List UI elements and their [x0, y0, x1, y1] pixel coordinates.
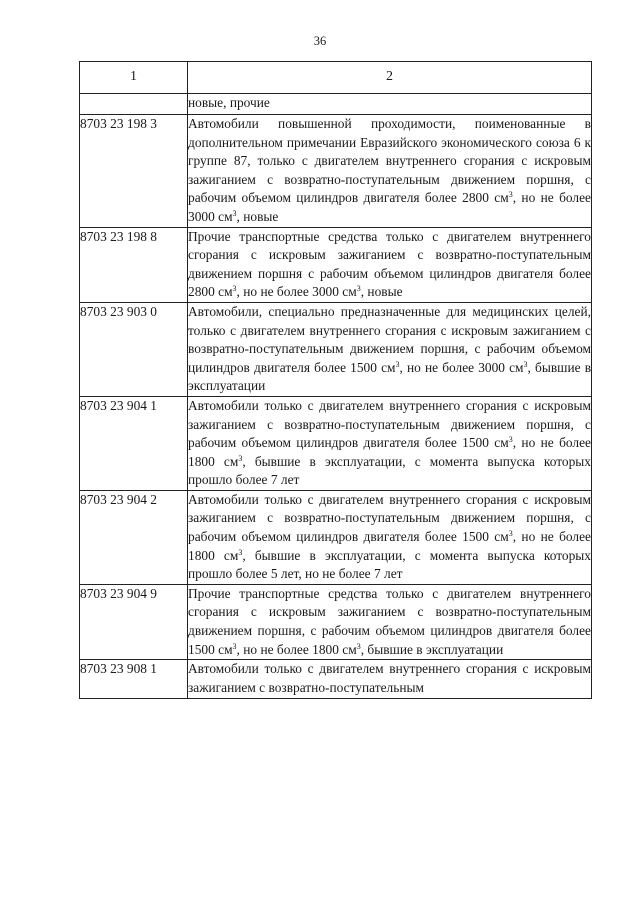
item-description: [188, 490, 592, 584]
superscript-3: 3: [232, 208, 237, 218]
superscript-3: 3: [508, 529, 513, 539]
description-text: , но не более 1800 см: [188, 435, 591, 469]
description-text: , но не более 1800 см: [188, 529, 591, 563]
table-row: [80, 227, 592, 302]
description-text: , но не более 1800 см: [236, 641, 357, 657]
superscript-3: 3: [232, 641, 237, 651]
description-text: , бывшие в эксплуатации: [188, 359, 592, 394]
description-text: , но не более 3000 см: [188, 190, 591, 224]
table-row: [80, 396, 592, 490]
superscript-3: 3: [508, 190, 513, 200]
continuation-text: новые, прочие: [188, 94, 592, 115]
superscript-3: 3: [508, 435, 513, 445]
description-text: Автомобили, специально предназначенные для медицинских целей, только с двигателем внутреннего сгорания с искровым зажиганием с возвратно-поступательным движением поршня, с рабочим объемом цилиндров двигателя более 1500 см: [188, 303, 591, 375]
tn-ved-code: 8703 23 908 1: [80, 660, 188, 699]
description-text: Прочие транспортные средства только с двигателем внутреннего сгорания с искровым зажиганием с возвратно-поступательным движением поршня, с рабочим объемом цилиндров двигателя более 1500 см: [188, 585, 591, 657]
item-description: [188, 660, 592, 699]
description-text: , но не более 3000 см: [236, 284, 357, 300]
item-description: [188, 396, 592, 490]
continuation-row: [80, 94, 592, 115]
description-text: Автомобили только с двигателем внутреннего сгорания с искровым зажиганием с возвратно-поступательным движением поршня, с рабочим объемом цилиндров двигателя более 1500 см: [188, 491, 591, 545]
superscript-3: 3: [238, 453, 243, 463]
description-text: , бывшие в эксплуатации, с момента выпуска которых прошло более 5 лет, но не более 7 лет: [188, 547, 591, 582]
table-row: [80, 584, 592, 659]
description-text: Автомобили только с двигателем внутреннего сгорания с искровым зажиганием с возвратно-поступательным движением поршня, с рабочим объемом цилиндров двигателя более 1500 см: [188, 397, 591, 451]
table-row: [80, 490, 592, 584]
item-description: [188, 115, 592, 228]
tn-ved-code: 8703 23 904 2: [80, 490, 188, 584]
superscript-3: 3: [232, 284, 237, 294]
column-header-2: 2: [188, 62, 592, 94]
description-text: , новые: [236, 208, 279, 224]
tn-ved-code: 8703 23 904 1: [80, 396, 188, 490]
superscript-3: 3: [523, 359, 528, 369]
table-row: [80, 660, 592, 699]
superscript-3: 3: [395, 359, 400, 369]
superscript-3: 3: [356, 641, 361, 651]
table-header-row: [80, 62, 592, 94]
item-description: [188, 302, 592, 396]
item-description: [188, 227, 592, 302]
superscript-3: 3: [238, 547, 243, 557]
tn-ved-code: 8703 23 198 8: [80, 227, 188, 302]
description-text: , бывшие в эксплуатации, с момента выпуска которых прошло более 7 лет: [188, 453, 591, 488]
table-row: [80, 115, 592, 228]
superscript-3: 3: [356, 284, 361, 294]
tariff-table: [79, 61, 592, 699]
page-number: 36: [313, 34, 327, 48]
description-text: , новые: [360, 284, 403, 300]
table-row: [80, 302, 592, 396]
tn-ved-code: 8703 23 903 0: [80, 302, 188, 396]
tn-ved-code: 8703 23 904 9: [80, 584, 188, 659]
description-text: Автомобили повышенной проходимости, поименованные в дополнительном примечании Евразийского экономического союза 6 к группе 87, только с двигателем внутреннего сгорания с искровым зажиганием с возвратно-поступательным движением поршня, с рабочим объемом цилиндров двигателя более 2800 см: [188, 116, 591, 206]
continuation-code-cell: [80, 94, 188, 115]
description-text: , но не более 3000 см: [399, 359, 524, 375]
description-text: Прочие транспортные средства только с двигателем внутреннего сгорания с искровым зажиганием с возвратно-поступательным движением поршня с рабочим объемом цилиндров двигателя более 2800 см: [188, 228, 591, 300]
item-description: [188, 584, 592, 659]
description-text: , бывшие в эксплуатации: [360, 641, 504, 657]
column-header-1: 1: [80, 62, 188, 94]
description-text: Автомобили только с двигателем внутреннего сгорания с искровым зажиганием с возвратно-поступательным: [188, 661, 591, 695]
tn-ved-code: 8703 23 198 3: [80, 115, 188, 228]
